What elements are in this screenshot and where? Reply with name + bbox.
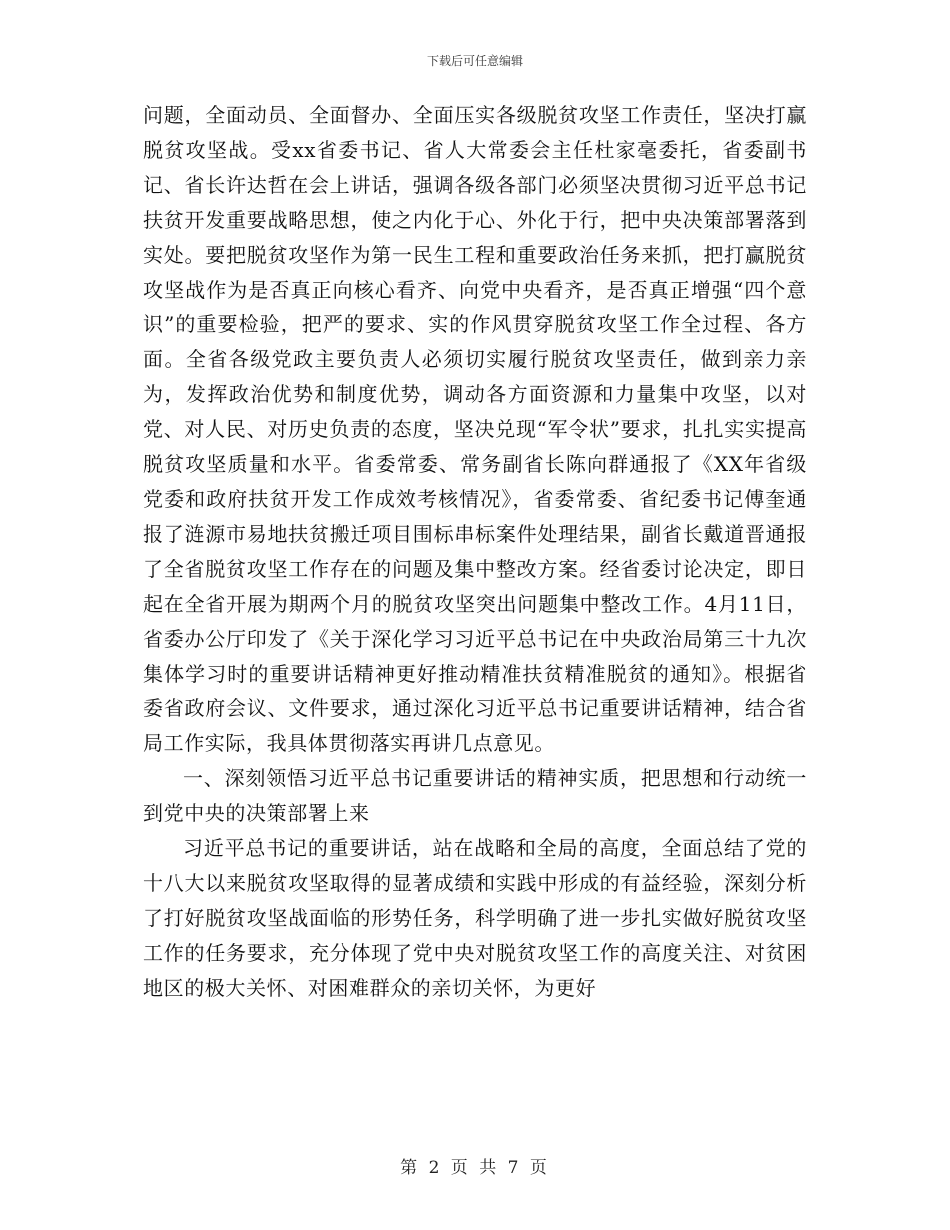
page-header-note: 下载后可任意编辑 — [426, 54, 523, 68]
body-paragraph: 问题，全面动员、全面督办、全面压实各级脱贫攻坚工作责任，坚决打赢脱贫攻坚战。受xx省委书记、省人大常委会主任杜家毫委托，省委副书记、省长许达哲在会上讲话，强调各级各部门必须坚决贯彻习近平总书记扶贫开发重要战略思想，使之内化于心、外化于行，把中央决策部署落到实处。要把脱贫攻坚作为第一民生工程和重要政治任务来抓，把打赢脱贫攻坚战作为是否真正向核心看齐、向党中央看齐，是否真正增强“四个意识”的重要检验，把严的要求、实的作风贯穿脱贫攻坚工作全过程、各方面。全省各级党政主要负责人必须切实履行脱贫攻坚责任，做到亲力亲为，发挥政治优势和制度优势，调动各方面资源和力量集中攻坚，以对党、对人民、对历史负责的态度，坚决兑现“军令状”要求，扎扎实实提高脱贫攻坚质量和水平。省委常委、常务副省长陈向群通报了《XX年省级党委和政府扶贫开发工作成效考核情况》，省委常委、省纪委书记傅奎通报了涟源市易地扶贫搬迁项目围标串标案件处理结果，副省长戴道晋通报了全省脱贫攻坚工作存在的问题及集中整改方案。经省委讨论决定，即日起在全省开展为期两个月的脱贫攻坚突出问题集中整改工作。4月11日，省委办公厅印发了《关于深化学习习近平总书记在中央政治局第三十九次集体学习时的重要讲话精神更好推动精准扶贫精准脱贫的通知》。根据省委省政府会议、文件要求，通过深化习近平总书记重要讲话精神，结合省局工作实际，我具体贯彻落实再讲几点意见。 — [143, 103, 807, 756]
section-heading: 一、深刻领悟习近平总书记重要讲话的精神实质，把思想和行动统一到党中央的决策部署上来 — [143, 766, 807, 826]
page-number: 第 2 页 共 7 页 — [400, 1158, 550, 1178]
document-body — [143, 98, 807, 1006]
body-paragraph: 习近平总书记的重要讲话，站在战略和全局的高度，全面总结了党的十八大以来脱贫攻坚取得的显著成绩和实践中形成的有益经验，深刻分析了打好脱贫攻坚战面临的形势任务，科学明确了进一步扎实做好脱贫攻坚工作的任务要求，充分体现了党中央对脱贫攻坚工作的高度关注、对贫困地区的极大关怀、对困难群众的亲切关怀，为更好 — [143, 836, 807, 1000]
